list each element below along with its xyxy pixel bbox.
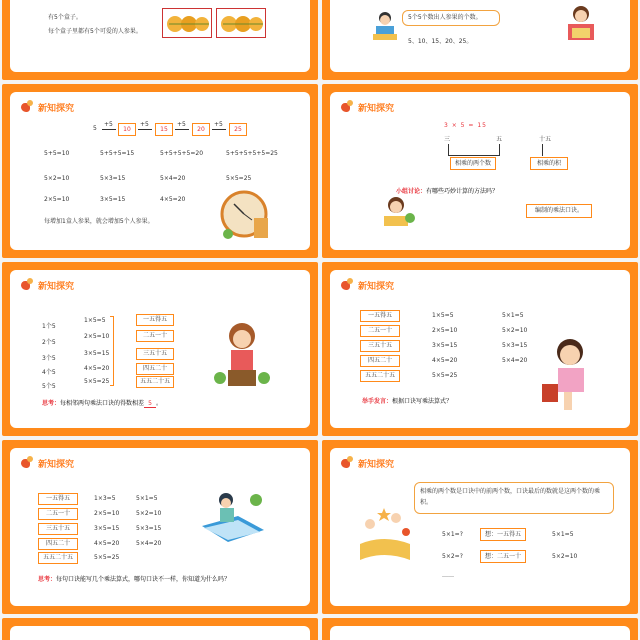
mul-eq-4: 5×5=25	[226, 175, 252, 182]
chain-val-1: 10	[118, 123, 136, 136]
slide-3[interactable]	[322, 84, 638, 258]
eq2-1: 5×1=5	[136, 495, 158, 502]
clock-illustration	[220, 190, 272, 242]
girl-with-book-illustration	[380, 196, 416, 230]
slide-9-partial[interactable]	[322, 618, 638, 640]
slide-2-title: 新知探究	[38, 103, 75, 114]
think-text: 每句口诀能写几个乘法算式，哪句口诀不一样，你知道为什么吗？	[56, 576, 231, 583]
eq1-3: 3×5=15	[94, 525, 120, 532]
answer-1: 5×1=5	[552, 531, 574, 538]
chain-arrow-3	[175, 129, 189, 130]
eq2-4: 5×4=20	[502, 357, 528, 364]
eq1-2: 2×5=10	[94, 510, 120, 517]
slide-7-card	[330, 448, 630, 606]
add-eq-3: 5+5+5+5=20	[160, 150, 204, 157]
mul-eq-2: 5×3=15	[100, 175, 126, 182]
label-product: 相乘的积	[530, 157, 568, 170]
rhyme-2: 二五一十	[360, 325, 400, 337]
girl-sitting-illustration	[214, 320, 270, 390]
think-1: 想：一五得五	[480, 528, 526, 541]
rhyme-2: 二五一十	[136, 330, 174, 342]
count-2: 2个5	[42, 339, 56, 346]
slide-2-header	[20, 100, 74, 114]
girl-with-books-illustration	[540, 336, 594, 412]
rhyme-5: 五五二十五	[38, 552, 78, 564]
mul-eq-6: 3×5=15	[100, 196, 126, 203]
boy-reading-illustration	[370, 10, 400, 42]
char-san: 三	[444, 136, 451, 143]
monkey-logo-icon	[20, 278, 34, 292]
rhyme-4: 四五二十	[38, 538, 78, 550]
slide-3-header	[340, 100, 394, 114]
speak-key: 举手发言：	[362, 398, 393, 405]
slide-8-card	[10, 626, 310, 640]
ellipsis: ……	[442, 572, 454, 579]
slide-2[interactable]	[2, 84, 318, 258]
chain-arrow-4	[212, 129, 226, 130]
eq-bracket	[110, 316, 114, 386]
slide-1-line2: 每个盒子里都有5个可爱的人参果。	[48, 28, 142, 35]
add-eq-1: 5+5=10	[44, 150, 70, 157]
eq1-2: 2×5=10	[432, 327, 458, 334]
add-eq-4: 5+5+5+5+5=25	[226, 150, 278, 157]
monkey-logo-icon	[340, 278, 354, 292]
mul-eq-1: 5×2=10	[44, 175, 70, 182]
slide-1-line1: 有5个盒子。	[48, 14, 82, 21]
rhyme-4: 四五二十	[360, 355, 400, 367]
slide-1[interactable]	[2, 0, 318, 80]
slide-7-header	[340, 456, 394, 470]
think-key: 思考：	[38, 576, 57, 583]
slide-7-title: 新知探究	[358, 459, 395, 470]
ginseng-fruit-box-2	[216, 8, 266, 38]
slide-1b[interactable]	[322, 0, 638, 80]
slide-2-note: 每增加1盒人参果，就会增加5个人参果。	[44, 218, 154, 225]
slide-1b-bubble: 5个5个数出人参果的个数。	[402, 10, 500, 26]
bracket-2	[542, 144, 543, 156]
slide-9-card	[330, 626, 630, 640]
char-wu: 五	[496, 136, 503, 143]
slide-6-card	[10, 448, 310, 606]
slide-2-card	[10, 92, 310, 250]
chain-op-1: +5	[104, 121, 113, 128]
mul-eq-7: 4×5=20	[160, 196, 186, 203]
question-1: 5×1=?	[442, 531, 463, 538]
eq-2: 2×5=10	[84, 333, 110, 340]
slide-1-card	[10, 0, 310, 72]
discuss-key: 小组讨论：	[396, 188, 427, 195]
eq1-1: 1×5=5	[432, 312, 454, 319]
think-key: 思考：	[42, 400, 61, 407]
eq-4: 4×5=20	[84, 365, 110, 372]
label-factors: 相乘的两个数	[450, 157, 496, 170]
monkey-logo-icon	[340, 100, 354, 114]
slide-8-partial[interactable]	[2, 618, 318, 640]
girl-reading-big-book-illustration	[198, 490, 270, 556]
think-answer: 5	[144, 400, 156, 408]
think-end: 。	[156, 400, 163, 407]
chain-start: 5	[93, 125, 97, 132]
slide-5-title: 新知探究	[358, 281, 395, 292]
eq1-4: 4×5=20	[432, 357, 458, 364]
slide-4-card	[10, 270, 310, 428]
speak-text: 根据口诀写乘法算式？	[392, 398, 453, 405]
eq2-3: 5×3=15	[136, 525, 162, 532]
bracket-1	[448, 144, 500, 156]
slide-5-header	[340, 278, 394, 292]
slide-4-think	[42, 398, 162, 408]
slide-6-think	[38, 574, 230, 583]
monkey-logo-icon	[20, 456, 34, 470]
eq1-5: 5×5=25	[94, 554, 120, 561]
mul-eq-5: 2×5=10	[44, 196, 70, 203]
slide-6[interactable]	[2, 440, 318, 614]
chain-op-4: +5	[214, 121, 223, 128]
slide-4[interactable]	[2, 262, 318, 436]
chain-val-2: 15	[155, 123, 173, 136]
question-2: 5×2=?	[442, 553, 463, 560]
monkey-logo-icon	[340, 456, 354, 470]
slide-5[interactable]	[322, 262, 638, 436]
count-3: 3个5	[42, 355, 56, 362]
slide-6-title: 新知探究	[38, 459, 75, 470]
eq1-4: 4×5=20	[94, 540, 120, 547]
count-1: 1个5	[42, 323, 56, 330]
slide-3-discuss	[396, 186, 498, 195]
rhyme-1: 一五得五	[38, 493, 78, 505]
eq1-3: 3×5=15	[432, 342, 458, 349]
discuss-text: 有哪些巧妙计算的方法吗？	[426, 188, 499, 195]
slide-3-equation: 3 × 5 = 15	[444, 122, 487, 129]
mul-eq-3: 5×4=20	[160, 175, 186, 182]
slide-5-card	[330, 270, 630, 428]
slide-4-title: 新知探究	[38, 281, 75, 292]
slide-5-speak	[362, 396, 452, 405]
chain-arrow-2	[138, 129, 152, 130]
slide-6-header	[20, 456, 74, 470]
rhyme-3: 三五十五	[136, 348, 174, 360]
rhyme-5: 五五二十五	[136, 376, 174, 388]
rhyme-4: 四五二十	[136, 363, 174, 375]
rhyme-2: 二五一十	[38, 508, 78, 520]
chain-arrow-1	[102, 129, 116, 130]
rhyme-1: 一五得五	[136, 314, 174, 326]
ginseng-fruit-box-1	[162, 8, 212, 38]
slide-3-title: 新知探究	[358, 103, 395, 114]
chain-val-4: 25	[229, 123, 247, 136]
count-4: 4个5	[42, 369, 56, 376]
eq-1: 1×5=5	[84, 317, 106, 324]
answer-box: 编制的乘法口诀。	[526, 204, 592, 218]
eq-5: 5×5=25	[84, 378, 110, 385]
char-shiwu: 十五	[539, 136, 552, 143]
slide-3-card	[330, 92, 630, 250]
rhyme-3: 三五十五	[360, 340, 400, 352]
eq2-2: 5×2=10	[502, 327, 528, 334]
slide-4-header	[20, 278, 74, 292]
count-5: 5个5	[42, 383, 56, 390]
eq2-1: 5×1=5	[502, 312, 524, 319]
slide-7[interactable]	[322, 440, 638, 614]
rhyme-5: 五五二十五	[360, 370, 400, 382]
slide-7-bubble: 相乘的两个数是口诀中的前两个数，口诀最后的数就是这两个数的乘积。	[414, 482, 614, 514]
slide-1b-sequence: 5、10、15、20、25。	[408, 38, 473, 45]
monkey-logo-icon	[20, 100, 34, 114]
chain-op-2: +5	[140, 121, 149, 128]
eq-3: 3×5=15	[84, 350, 110, 357]
answer-2: 5×2=10	[552, 553, 578, 560]
chain-val-3: 20	[192, 123, 210, 136]
chain-op-3: +5	[177, 121, 186, 128]
add-eq-2: 5+5+5=15	[100, 150, 135, 157]
girl-reading-illustration	[562, 4, 600, 44]
think-text: 每相邻两句乘法口诀的得数相差	[60, 400, 145, 407]
kids-on-book-illustration	[356, 504, 414, 566]
slide-1b-card	[330, 0, 630, 72]
eq1-1: 1×3=5	[94, 495, 116, 502]
eq2-4: 5×4=20	[136, 540, 162, 547]
eq2-3: 5×3=15	[502, 342, 528, 349]
rhyme-3: 三五十五	[38, 523, 78, 535]
eq1-5: 5×5=25	[432, 372, 458, 379]
rhyme-1: 一五得五	[360, 310, 400, 322]
think-2: 想：二五一十	[480, 550, 526, 563]
eq2-2: 5×2=10	[136, 510, 162, 517]
